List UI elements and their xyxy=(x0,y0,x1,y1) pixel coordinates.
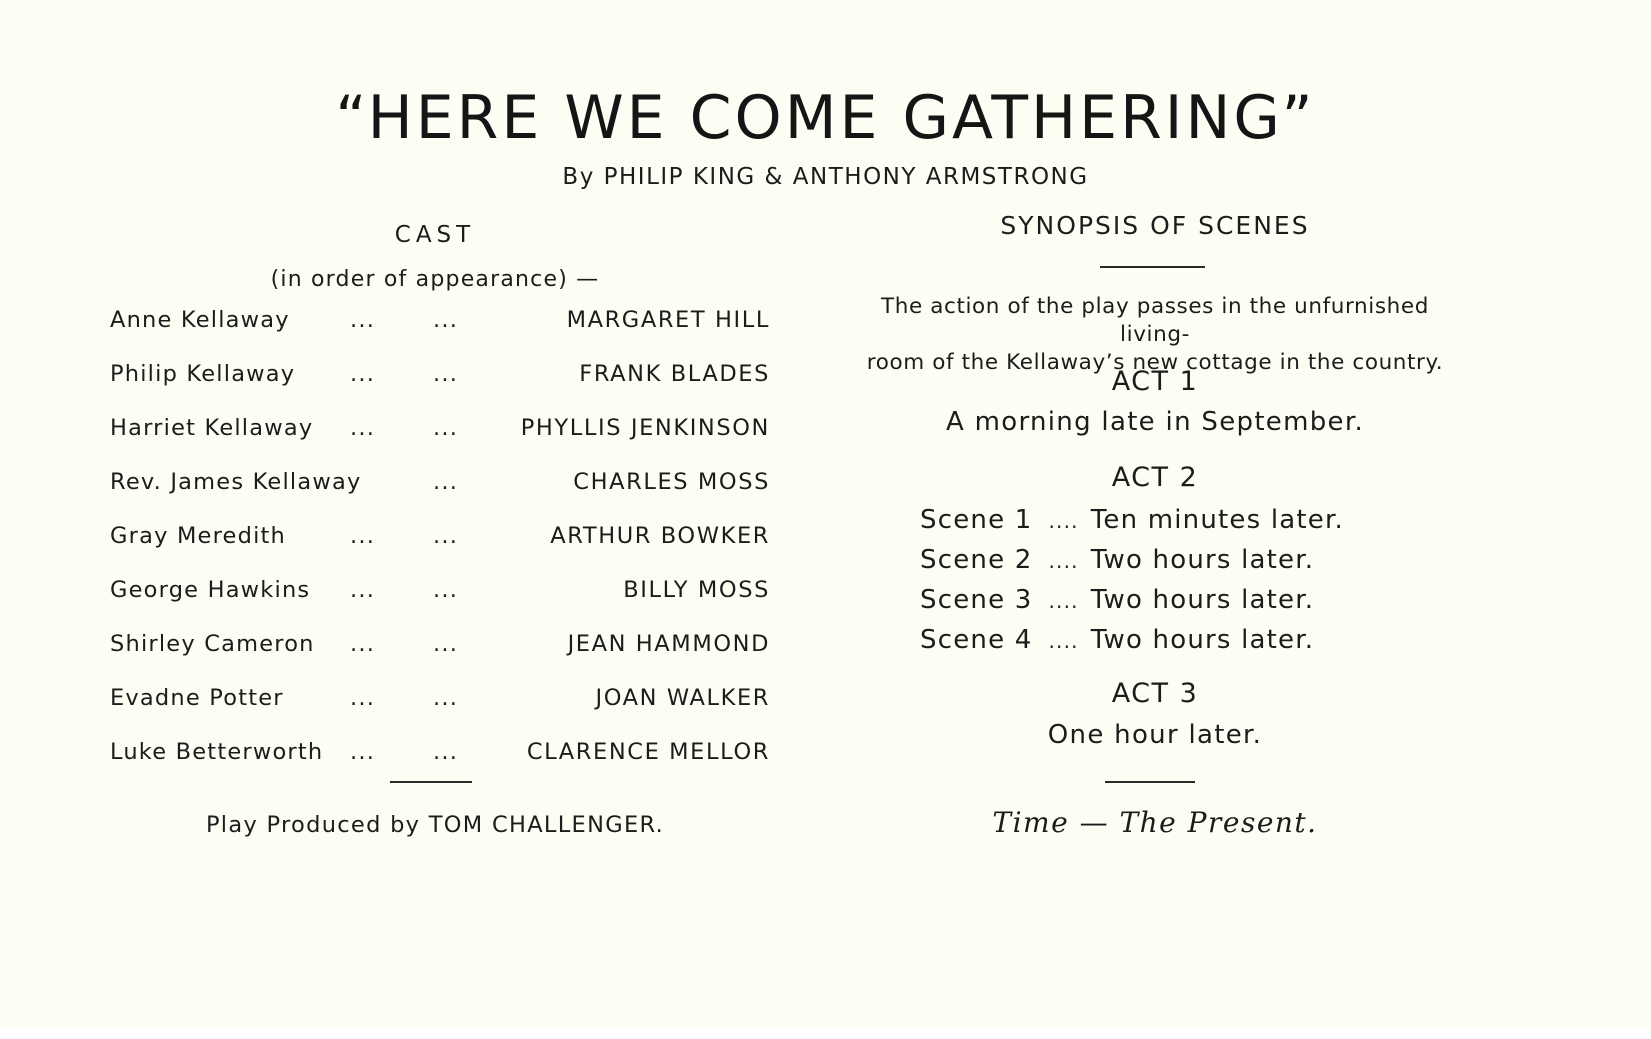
scene-label: Scene 4 xyxy=(920,625,1033,655)
cast-subheading: (in order of appearance) — xyxy=(270,267,600,292)
scene-time: Two hours later. xyxy=(1090,585,1315,615)
leader-dots: .... xyxy=(1048,589,1079,613)
leader-dots: ... xyxy=(350,361,376,387)
cast-section xyxy=(100,0,770,1039)
leader-dots: ... xyxy=(350,523,376,549)
act-description: One hour later. xyxy=(1047,720,1263,750)
leader-dots: ... xyxy=(433,307,459,333)
actor-name: BILLY MOSS xyxy=(623,577,770,603)
actor-name: JEAN HAMMOND xyxy=(567,631,770,657)
character-name: Harriet Kellaway xyxy=(110,415,314,441)
cast-row xyxy=(110,575,770,629)
cast-row xyxy=(110,629,770,683)
leader-dots: ... xyxy=(350,685,376,711)
play-title: “HERE WE COME GATHERING” xyxy=(335,83,1316,153)
character-name: Luke Betterworth xyxy=(110,739,324,765)
synopsis-heading: SYNOPSIS OF SCENES xyxy=(1000,211,1310,240)
time-setting: Time — The Present. xyxy=(992,806,1318,839)
scene-line xyxy=(920,623,1314,657)
actor-name: ARTHUR BOWKER xyxy=(550,523,770,549)
synopsis-divider xyxy=(1100,266,1205,268)
authors-byline: By PHILIP KING & ANTHONY ARMSTRONG xyxy=(562,164,1089,190)
actor-name: JOAN WALKER xyxy=(595,685,770,711)
actor-name: FRANK BLADES xyxy=(579,361,770,387)
leader-dots: ... xyxy=(350,307,376,333)
actor-name: PHYLLIS JENKINSON xyxy=(520,415,770,441)
character-name: Gray Meredith xyxy=(110,523,287,549)
cast-row xyxy=(110,359,770,413)
actor-name: CLARENCE MELLOR xyxy=(526,739,770,765)
leader-dots: ... xyxy=(433,415,459,441)
leader-dots: ... xyxy=(433,631,459,657)
producer-credit: Play Produced by TOM CHALLENGER. xyxy=(205,812,665,838)
character-name: Philip Kellaway xyxy=(110,361,296,387)
cast-list xyxy=(110,305,770,791)
actor-name: MARGARET HILL xyxy=(566,307,770,333)
leader-dots: ... xyxy=(433,361,459,387)
character-name: Anne Kellaway xyxy=(110,307,290,333)
cast-row xyxy=(110,305,770,359)
character-name: Evadne Potter xyxy=(110,685,284,711)
cast-heading: CAST xyxy=(394,222,476,248)
leader-dots: ... xyxy=(350,577,376,603)
scene-time: Two hours later. xyxy=(1090,545,1315,575)
scene-line xyxy=(920,503,1344,537)
leader-dots: .... xyxy=(1048,549,1079,573)
cast-row xyxy=(110,467,770,521)
cast-row xyxy=(110,683,770,737)
leader-dots: ... xyxy=(350,415,376,441)
act-description: A morning late in September. xyxy=(945,407,1365,437)
act-label: ACT 2 xyxy=(1111,462,1199,493)
scene-label: Scene 3 xyxy=(920,585,1033,615)
leader-dots: ... xyxy=(433,577,459,603)
leader-dots: ... xyxy=(433,739,459,765)
scene-line xyxy=(920,583,1314,617)
cast-row xyxy=(110,521,770,575)
cast-divider xyxy=(390,781,472,783)
scene-line xyxy=(920,543,1314,577)
synopsis-text-line: room of the Kellaway’s new cottage in the country. xyxy=(866,350,1444,375)
actor-name: CHARLES MOSS xyxy=(573,469,770,495)
scene-time: Two hours later. xyxy=(1090,625,1315,655)
character-name: Shirley Cameron xyxy=(110,631,315,657)
synopsis-section xyxy=(855,0,1565,1039)
page-edge xyxy=(0,1027,1651,1039)
act-label: ACT 3 xyxy=(1111,678,1199,709)
act-label: ACT 1 xyxy=(1111,366,1199,397)
leader-dots: .... xyxy=(1048,509,1079,533)
leader-dots: ... xyxy=(350,739,376,765)
leader-dots: .... xyxy=(1048,629,1079,653)
scene-label: Scene 1 xyxy=(920,505,1033,535)
character-name: Rev. James Kellaway xyxy=(110,469,362,495)
leader-dots: ... xyxy=(433,685,459,711)
cast-row xyxy=(110,413,770,467)
synopsis-text-line: The action of the play passes in the unfurnished living- xyxy=(881,294,1429,347)
leader-dots: ... xyxy=(350,631,376,657)
leader-dots: ... xyxy=(433,469,459,495)
synopsis-divider xyxy=(1105,781,1195,783)
leader-dots: ... xyxy=(433,523,459,549)
scene-time: Ten minutes later. xyxy=(1090,505,1344,535)
scene-label: Scene 2 xyxy=(920,545,1033,575)
character-name: George Hawkins xyxy=(110,577,311,603)
